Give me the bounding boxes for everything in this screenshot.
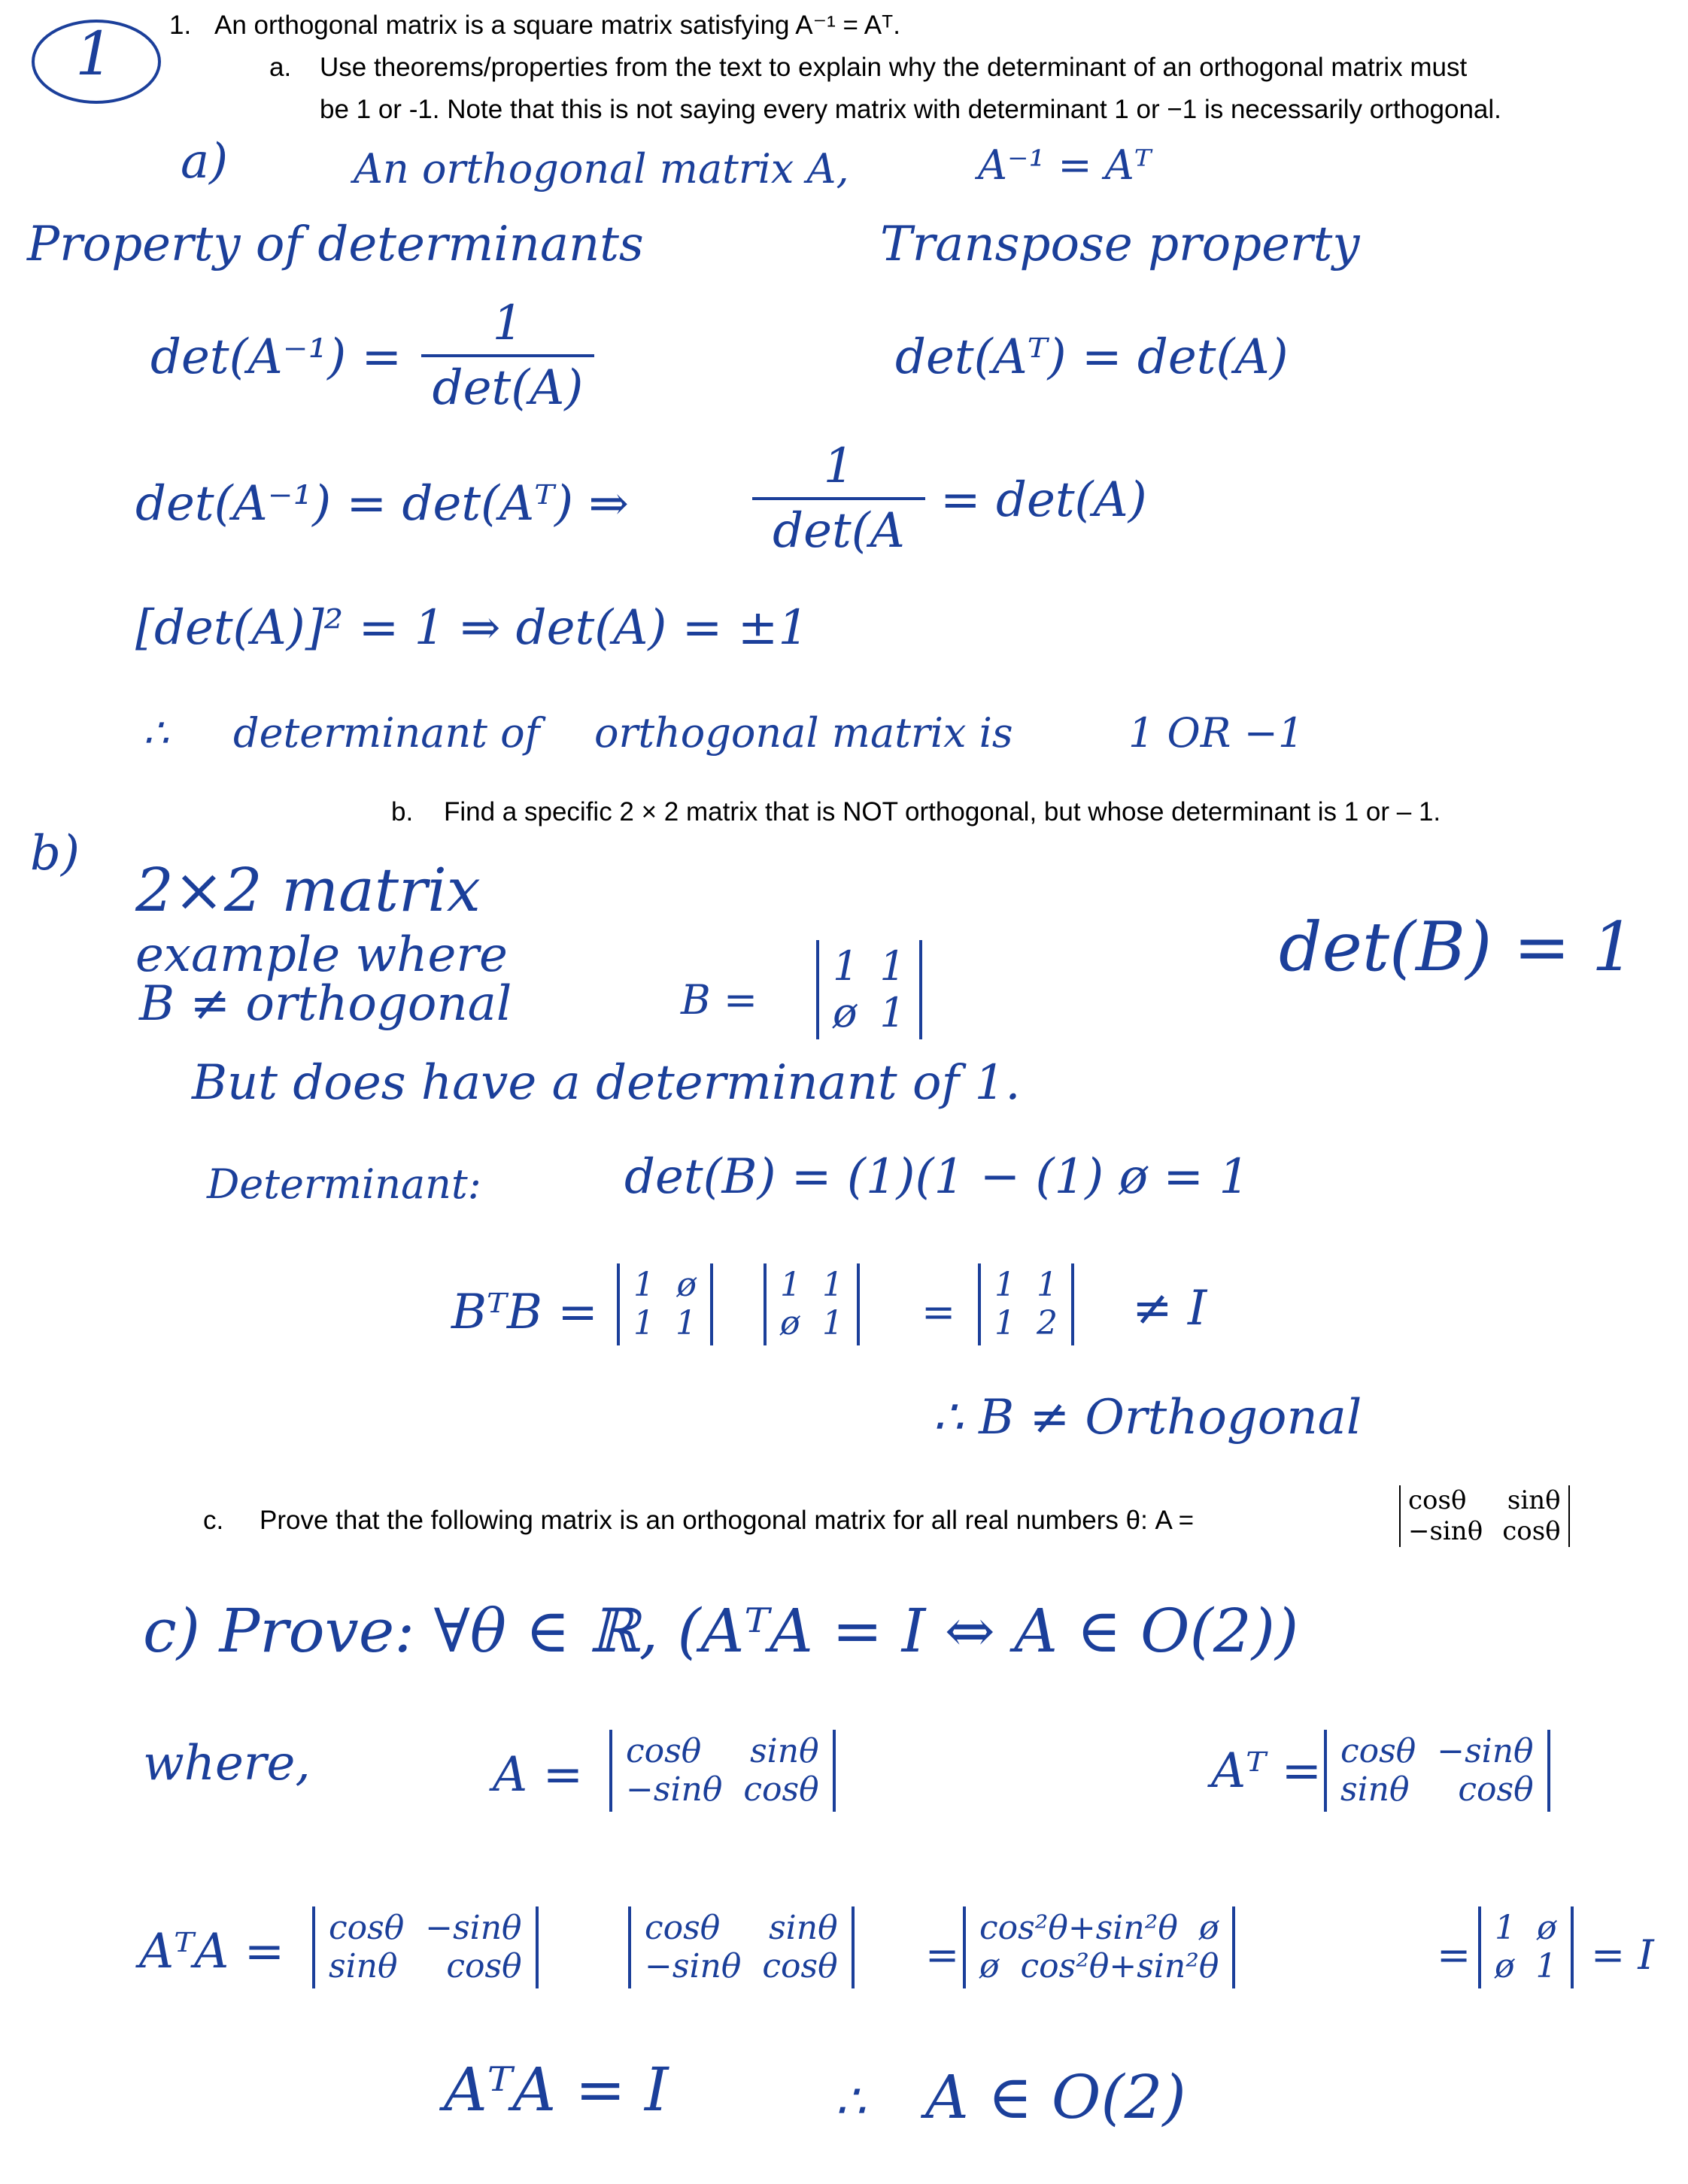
- b-b2-cell: ø: [780, 1303, 800, 1342]
- c-m3-cell: cos²θ+sin²θ: [1020, 1946, 1219, 1985]
- part-c-label: c.: [203, 1506, 224, 1535]
- a-line4: [det(A)]² = 1 ⇒ det(A) = ±1: [135, 600, 809, 656]
- part-c-matrix-cell: −sinθ: [1408, 1515, 1483, 1546]
- b-b2-matrix: [764, 1263, 860, 1345]
- a-frac1: [421, 297, 594, 415]
- b-matrix-cell: ø: [833, 989, 858, 1037]
- c-at-cell: −sinθ: [1437, 1732, 1534, 1770]
- b-btb-label: BᵀB =: [451, 1285, 598, 1340]
- c-m3-cell: cos²θ+sin²θ: [979, 1909, 1178, 1947]
- a-conclusion-text: determinant of: [233, 709, 540, 757]
- c-identity-matrix: [1478, 1906, 1574, 1988]
- part-a-label: a.: [269, 53, 292, 82]
- c-m2-cell: cosθ: [762, 1946, 838, 1985]
- c-at-eq: Aᵀ =: [1211, 1743, 1322, 1799]
- c-m3-cell: ø: [979, 1946, 1000, 1985]
- a-line1: An orthogonal matrix A,: [354, 145, 849, 193]
- a-property2: Transpose property: [880, 217, 1360, 272]
- b-line3: B ≠ orthogonal: [139, 976, 512, 1032]
- b-result-cell: 1: [1037, 1266, 1058, 1304]
- c-identity-cell: 1: [1495, 1909, 1516, 1947]
- b-result-cell: 2: [1037, 1303, 1058, 1342]
- part-b-text: Find a specific 2 × 2 matrix that is NOT orthogonal, but whose determinant is 1 or – 1.: [444, 797, 1441, 827]
- part-c-matrix: [1399, 1485, 1570, 1547]
- c-a-cell: cosθ: [626, 1732, 702, 1770]
- b-neq-i: ≠ I: [1132, 1281, 1207, 1336]
- c-prove: c) Prove: ∀θ ∈ ℝ, (AᵀA = I ⇔ A ∈ O(2)): [143, 1596, 1299, 1666]
- b-line1: 2×2 matrix: [135, 855, 481, 925]
- c-at-cell: sinθ: [1340, 1770, 1410, 1809]
- circled-number: 1: [75, 19, 114, 89]
- c-identity-cell: ø: [1495, 1946, 1515, 1985]
- a-frac2-bar: [752, 497, 925, 500]
- b-conclusion: ∴ B ≠ Orthogonal: [933, 1390, 1362, 1445]
- c-a-cell: −sinθ: [626, 1770, 723, 1809]
- a-frac1-num: 1: [492, 296, 524, 351]
- c-m1-cell: cosθ: [329, 1909, 405, 1947]
- a-property1: Property of determinants: [27, 217, 644, 272]
- c-where: where,: [143, 1736, 311, 1791]
- part-c-matrix-cell: cosθ: [1502, 1515, 1561, 1546]
- c-m3-cell: ø: [1198, 1909, 1219, 1947]
- c-ata-final: AᵀA = I: [444, 2055, 669, 2125]
- c-m1-cell: sinθ: [329, 1946, 398, 1985]
- c-m2-cell: cosθ: [645, 1909, 721, 1947]
- b-b2-cell: 1: [822, 1303, 843, 1342]
- c-identity-cell: ø: [1537, 1909, 1557, 1947]
- a-det-transpose: det(Aᵀ) = det(A): [895, 329, 1289, 385]
- b-det-calc: det(B) = (1)(1 − (1) ø = 1: [624, 1149, 1250, 1205]
- b-bt-cell: 1: [633, 1303, 654, 1342]
- b-result-cell: 1: [994, 1303, 1016, 1342]
- part-b-label: b.: [391, 797, 414, 827]
- c-a-cell: sinθ: [750, 1732, 819, 1770]
- c-m1-matrix: [312, 1906, 539, 1988]
- b-bt-matrix: [617, 1263, 713, 1345]
- a-label: a): [181, 134, 229, 190]
- a-conclusion-dots: ∴: [143, 709, 169, 757]
- a-conclusion-text2: orthogonal matrix is: [594, 709, 1013, 757]
- c-eq2: =: [1437, 1931, 1471, 1979]
- b-matrix-cell: 1: [879, 942, 906, 990]
- a-frac2-den: det(A: [773, 503, 905, 560]
- a-line1b: A⁻¹ = Aᵀ: [978, 141, 1152, 189]
- c-final: A ∈ O(2): [925, 2062, 1186, 2132]
- part-c-text: Prove that the following matrix is an orthogonal matrix for all real numbers θ: A =: [260, 1506, 1195, 1535]
- b-b-eq: B =: [681, 976, 758, 1024]
- c-m3-matrix: [963, 1906, 1235, 1988]
- part-c-matrix-cell: sinθ: [1507, 1485, 1561, 1515]
- c-at-matrix: [1324, 1730, 1550, 1812]
- b-result-cell: 1: [994, 1266, 1016, 1304]
- a-conclusion-value: 1 OR −1: [1128, 709, 1304, 757]
- c-at-cell: cosθ: [1340, 1732, 1416, 1770]
- a-frac1-den: det(A): [432, 360, 584, 417]
- b-det-b: det(B) = 1: [1279, 908, 1635, 987]
- c-m2-matrix: [628, 1906, 855, 1988]
- c-a-cell: cosθ: [743, 1770, 819, 1809]
- a-line3-lhs: det(A⁻¹) = det(Aᵀ) ⇒: [135, 476, 630, 532]
- c-at-cell: cosθ: [1458, 1770, 1534, 1809]
- b-b2-cell: 1: [822, 1266, 843, 1304]
- a-line3-rhs: = det(A): [940, 472, 1147, 528]
- b-eq: =: [921, 1288, 956, 1336]
- part-c-matrix-cell: cosθ: [1408, 1485, 1467, 1515]
- b-b2-cell: 1: [780, 1266, 801, 1304]
- b-matrix-cell: 1: [833, 942, 859, 990]
- a-det-inv-lhs: det(A⁻¹) =: [150, 329, 402, 385]
- c-m1-cell: cosθ: [446, 1946, 522, 1985]
- part-a-line1: Use theorems/properties from the text to explain why the determinant of an orthogonal matrix must: [320, 53, 1468, 82]
- b-bt-cell: 1: [676, 1303, 697, 1342]
- c-eq-i: = I: [1591, 1931, 1654, 1979]
- a-frac2: [752, 440, 925, 558]
- b-det-label: Determinant:: [207, 1160, 481, 1208]
- part-a-line2: be 1 or -1. Note that this is not saying every matrix with determinant 1 or −1 is necessarily orthogonal.: [320, 95, 1501, 124]
- c-identity-cell: 1: [1535, 1946, 1557, 1985]
- c-m1-cell: −sinθ: [425, 1909, 522, 1947]
- b-matrix-cell: 1: [879, 989, 906, 1037]
- c-a-matrix: [609, 1730, 836, 1812]
- b-matrix: [816, 940, 922, 1039]
- b-line4: But does have a determinant of 1.: [192, 1055, 1021, 1111]
- problem-number: 1.: [169, 11, 192, 40]
- b-result-matrix: [978, 1263, 1074, 1345]
- c-final-dots: ∴: [835, 2074, 866, 2130]
- a-frac2-num: 1: [823, 438, 855, 494]
- c-eq1: =: [925, 1931, 960, 1979]
- c-a-eq: A =: [493, 1747, 584, 1803]
- c-ata-eq: AᵀA =: [139, 1924, 285, 1979]
- a-frac1-bar: [421, 354, 594, 357]
- b-label: b): [30, 826, 80, 881]
- problem-intro: An orthogonal matrix is a square matrix satisfying A⁻¹ = Aᵀ.: [214, 11, 900, 40]
- c-m2-cell: sinθ: [769, 1909, 838, 1947]
- b-line2: example where: [135, 927, 508, 983]
- b-bt-cell: 1: [633, 1266, 654, 1304]
- b-bt-cell: ø: [676, 1266, 697, 1304]
- c-m2-cell: −sinθ: [645, 1946, 742, 1985]
